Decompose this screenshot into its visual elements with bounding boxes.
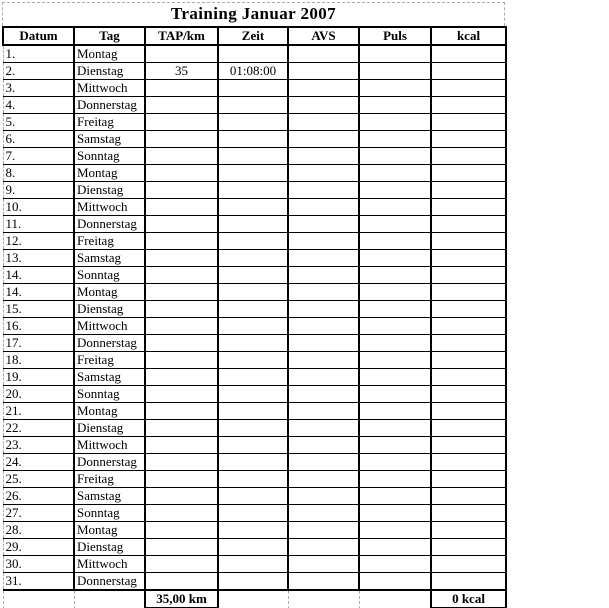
cell-kcal	[431, 471, 506, 488]
cell-tag: Samstag	[74, 131, 145, 148]
cell-tap-km	[145, 403, 218, 420]
cell-zeit	[218, 131, 288, 148]
cell-zeit	[218, 301, 288, 318]
cell-zeit	[218, 97, 288, 114]
cell-zeit	[218, 386, 288, 403]
cell-zeit	[218, 318, 288, 335]
cell-datum: 26.	[3, 488, 74, 505]
cell-puls	[359, 199, 431, 216]
cell-datum: 11.	[3, 216, 74, 233]
footer-cell-avs	[288, 590, 359, 608]
cell-datum: 10.	[3, 199, 74, 216]
cell-tap-km	[145, 182, 218, 199]
cell-puls	[359, 182, 431, 199]
table-row	[3, 301, 506, 318]
cell-zeit	[218, 573, 288, 591]
table-row	[3, 284, 506, 301]
cell-datum: 2.	[3, 63, 74, 80]
cell-puls	[359, 80, 431, 97]
cell-tag: Montag	[74, 522, 145, 539]
cell-avs	[288, 318, 359, 335]
table-row	[3, 539, 506, 556]
cell-tag: Donnerstag	[74, 573, 145, 591]
cell-zeit	[218, 403, 288, 420]
cell-tag: Montag	[74, 165, 145, 182]
cell-datum: 31.	[3, 573, 74, 591]
cell-tag: Mittwoch	[74, 437, 145, 454]
cell-datum: 28.	[3, 522, 74, 539]
cell-tag: Freitag	[74, 114, 145, 131]
cell-zeit: 01:08:00	[218, 63, 288, 80]
cell-tap-km	[145, 318, 218, 335]
cell-datum: 23.	[3, 437, 74, 454]
cell-puls	[359, 63, 431, 80]
cell-zeit	[218, 437, 288, 454]
cell-avs	[288, 97, 359, 114]
cell-kcal	[431, 454, 506, 471]
cell-tap-km	[145, 250, 218, 267]
cell-avs	[288, 114, 359, 131]
table-row	[3, 318, 506, 335]
cell-zeit	[218, 522, 288, 539]
cell-puls	[359, 165, 431, 182]
cell-zeit	[218, 556, 288, 573]
cell-tag: Samstag	[74, 369, 145, 386]
table-row	[3, 63, 506, 80]
cell-tap-km	[145, 420, 218, 437]
cell-kcal	[431, 284, 506, 301]
cell-tag: Mittwoch	[74, 556, 145, 573]
cell-puls	[359, 539, 431, 556]
cell-avs	[288, 182, 359, 199]
cell-puls	[359, 233, 431, 250]
table-row	[3, 488, 506, 505]
table-row	[3, 45, 506, 63]
cell-kcal	[431, 199, 506, 216]
cell-tag: Sonntag	[74, 267, 145, 284]
cell-kcal	[431, 182, 506, 199]
cell-avs	[288, 437, 359, 454]
cell-tag: Sonntag	[74, 505, 145, 522]
table-row	[3, 556, 506, 573]
cell-kcal	[431, 420, 506, 437]
cell-puls	[359, 250, 431, 267]
cell-tag: Samstag	[74, 488, 145, 505]
cell-datum: 6.	[3, 131, 74, 148]
cell-puls	[359, 573, 431, 591]
cell-avs	[288, 403, 359, 420]
cell-tag: Dienstag	[74, 539, 145, 556]
table-row	[3, 352, 506, 369]
cell-datum: 8.	[3, 165, 74, 182]
cell-avs	[288, 216, 359, 233]
cell-zeit	[218, 335, 288, 352]
cell-tap-km	[145, 216, 218, 233]
cell-kcal	[431, 403, 506, 420]
cell-tap-km	[145, 199, 218, 216]
cell-datum: 3.	[3, 80, 74, 97]
table-row	[3, 182, 506, 199]
cell-tag: Sonntag	[74, 386, 145, 403]
cell-zeit	[218, 488, 288, 505]
cell-tap-km	[145, 165, 218, 182]
cell-tag: Montag	[74, 45, 145, 63]
cell-datum: 5.	[3, 114, 74, 131]
cell-kcal	[431, 148, 506, 165]
cell-datum: 27.	[3, 505, 74, 522]
cell-datum: 13.	[3, 250, 74, 267]
table-row	[3, 114, 506, 131]
table-row	[3, 165, 506, 182]
cell-puls	[359, 420, 431, 437]
cell-zeit	[218, 352, 288, 369]
cell-puls	[359, 114, 431, 131]
cell-zeit	[218, 284, 288, 301]
cell-datum: 21.	[3, 403, 74, 420]
cell-tap-km	[145, 233, 218, 250]
cell-zeit	[218, 505, 288, 522]
cell-zeit	[218, 182, 288, 199]
cell-avs	[288, 80, 359, 97]
cell-avs	[288, 301, 359, 318]
cell-tap-km	[145, 352, 218, 369]
cell-puls	[359, 216, 431, 233]
cell-puls	[359, 267, 431, 284]
table-row	[3, 267, 506, 284]
cell-tap-km	[145, 267, 218, 284]
cell-tag: Mittwoch	[74, 199, 145, 216]
cell-datum: 4.	[3, 97, 74, 114]
table-row	[3, 148, 506, 165]
cell-puls	[359, 386, 431, 403]
cell-tag: Sonntag	[74, 148, 145, 165]
cell-kcal	[431, 488, 506, 505]
footer-row	[3, 590, 506, 608]
table-row	[3, 216, 506, 233]
cell-tap-km	[145, 573, 218, 591]
cell-tap-km	[145, 386, 218, 403]
cell-puls	[359, 369, 431, 386]
table-row	[3, 233, 506, 250]
cell-tag: Donnerstag	[74, 335, 145, 352]
cell-avs	[288, 454, 359, 471]
cell-puls	[359, 301, 431, 318]
cell-tap-km	[145, 97, 218, 114]
cell-datum: 14.	[3, 267, 74, 284]
cell-puls	[359, 556, 431, 573]
cell-avs	[288, 199, 359, 216]
cell-kcal	[431, 233, 506, 250]
cell-avs	[288, 233, 359, 250]
cell-tag: Freitag	[74, 233, 145, 250]
table-row	[3, 369, 506, 386]
cell-kcal	[431, 352, 506, 369]
cell-datum: 12.	[3, 233, 74, 250]
cell-tap-km	[145, 471, 218, 488]
cell-puls	[359, 284, 431, 301]
cell-avs	[288, 420, 359, 437]
cell-zeit	[218, 165, 288, 182]
footer-distance-total: 35,00 km	[145, 590, 218, 608]
cell-tap-km: 35	[145, 63, 218, 80]
cell-kcal	[431, 165, 506, 182]
cell-puls	[359, 488, 431, 505]
column-header-puls: Puls	[359, 27, 431, 45]
cell-zeit	[218, 454, 288, 471]
cell-datum: 30.	[3, 556, 74, 573]
cell-puls	[359, 437, 431, 454]
cell-avs	[288, 539, 359, 556]
cell-tap-km	[145, 369, 218, 386]
cell-zeit	[218, 199, 288, 216]
cell-puls	[359, 318, 431, 335]
cell-tag: Dienstag	[74, 63, 145, 80]
cell-tag: Dienstag	[74, 420, 145, 437]
cell-datum: 16.	[3, 318, 74, 335]
cell-avs	[288, 471, 359, 488]
cell-zeit	[218, 45, 288, 63]
cell-puls	[359, 131, 431, 148]
cell-kcal	[431, 267, 506, 284]
cell-tap-km	[145, 505, 218, 522]
page-title: Training Januar 2007	[2, 2, 505, 26]
column-header-avs: AVS	[288, 27, 359, 45]
cell-tag: Montag	[74, 284, 145, 301]
cell-datum: 25.	[3, 471, 74, 488]
table-row	[3, 454, 506, 471]
cell-avs	[288, 556, 359, 573]
cell-kcal	[431, 131, 506, 148]
cell-zeit	[218, 114, 288, 131]
cell-tap-km	[145, 539, 218, 556]
cell-puls	[359, 335, 431, 352]
cell-zeit	[218, 148, 288, 165]
column-header-tag: Tag	[74, 27, 145, 45]
cell-kcal	[431, 216, 506, 233]
cell-avs	[288, 45, 359, 63]
cell-tap-km	[145, 301, 218, 318]
cell-tap-km	[145, 45, 218, 63]
table-row	[3, 420, 506, 437]
cell-tap-km	[145, 335, 218, 352]
cell-zeit	[218, 216, 288, 233]
cell-avs	[288, 369, 359, 386]
cell-avs	[288, 335, 359, 352]
column-header-tap-km: TAP/km	[145, 27, 218, 45]
cell-puls	[359, 148, 431, 165]
cell-zeit	[218, 420, 288, 437]
cell-kcal	[431, 539, 506, 556]
cell-tag: Dienstag	[74, 182, 145, 199]
cell-avs	[288, 573, 359, 591]
header-row	[3, 27, 506, 45]
cell-avs	[288, 522, 359, 539]
cell-kcal	[431, 556, 506, 573]
cell-zeit	[218, 471, 288, 488]
cell-kcal	[431, 80, 506, 97]
cell-tag: Donnerstag	[74, 454, 145, 471]
column-header-zeit: Zeit	[218, 27, 288, 45]
table-row	[3, 505, 506, 522]
cell-tap-km	[145, 454, 218, 471]
cell-tap-km	[145, 114, 218, 131]
cell-kcal	[431, 318, 506, 335]
cell-tag: Montag	[74, 403, 145, 420]
cell-tap-km	[145, 80, 218, 97]
footer-cell-zeit	[218, 590, 288, 608]
cell-kcal	[431, 114, 506, 131]
training-sheet	[2, 2, 505, 608]
cell-tap-km	[145, 437, 218, 454]
cell-tag: Dienstag	[74, 301, 145, 318]
cell-avs	[288, 284, 359, 301]
cell-avs	[288, 165, 359, 182]
cell-puls	[359, 45, 431, 63]
cell-tap-km	[145, 488, 218, 505]
cell-tap-km	[145, 131, 218, 148]
cell-datum: 14.	[3, 284, 74, 301]
cell-avs	[288, 352, 359, 369]
cell-zeit	[218, 539, 288, 556]
cell-datum: 20.	[3, 386, 74, 403]
cell-puls	[359, 352, 431, 369]
cell-zeit	[218, 267, 288, 284]
cell-datum: 15.	[3, 301, 74, 318]
cell-avs	[288, 488, 359, 505]
cell-tag: Freitag	[74, 352, 145, 369]
table-row	[3, 199, 506, 216]
cell-avs	[288, 505, 359, 522]
cell-datum: 1.	[3, 45, 74, 63]
table-row	[3, 131, 506, 148]
cell-tap-km	[145, 284, 218, 301]
cell-zeit	[218, 250, 288, 267]
table-body	[3, 45, 506, 590]
footer-cell-puls	[359, 590, 431, 608]
cell-datum: 19.	[3, 369, 74, 386]
cell-tag: Freitag	[74, 471, 145, 488]
cell-zeit	[218, 369, 288, 386]
cell-avs	[288, 386, 359, 403]
cell-puls	[359, 403, 431, 420]
column-header-datum: Datum	[3, 27, 74, 45]
table-row	[3, 250, 506, 267]
cell-tag: Donnerstag	[74, 97, 145, 114]
cell-tap-km	[145, 556, 218, 573]
cell-puls	[359, 505, 431, 522]
cell-kcal	[431, 301, 506, 318]
cell-tap-km	[145, 148, 218, 165]
cell-kcal	[431, 522, 506, 539]
cell-kcal	[431, 45, 506, 63]
cell-tap-km	[145, 522, 218, 539]
cell-kcal	[431, 386, 506, 403]
cell-kcal	[431, 437, 506, 454]
cell-kcal	[431, 335, 506, 352]
table-row	[3, 80, 506, 97]
footer-cell-tag	[74, 590, 145, 608]
cell-puls	[359, 97, 431, 114]
cell-kcal	[431, 63, 506, 80]
table-row	[3, 403, 506, 420]
cell-tag: Mittwoch	[74, 80, 145, 97]
footer-cell-datum	[3, 590, 74, 608]
cell-datum: 18.	[3, 352, 74, 369]
cell-puls	[359, 522, 431, 539]
cell-kcal	[431, 505, 506, 522]
training-table	[2, 26, 507, 608]
cell-kcal	[431, 369, 506, 386]
cell-puls	[359, 454, 431, 471]
cell-avs	[288, 267, 359, 284]
cell-datum: 24.	[3, 454, 74, 471]
cell-datum: 29.	[3, 539, 74, 556]
table-row	[3, 97, 506, 114]
cell-avs	[288, 250, 359, 267]
cell-kcal	[431, 573, 506, 591]
column-header-kcal: kcal	[431, 27, 506, 45]
table-row	[3, 471, 506, 488]
table-row	[3, 335, 506, 352]
cell-zeit	[218, 233, 288, 250]
table-row	[3, 522, 506, 539]
cell-kcal	[431, 250, 506, 267]
cell-tag: Donnerstag	[74, 216, 145, 233]
cell-kcal	[431, 97, 506, 114]
cell-avs	[288, 63, 359, 80]
cell-datum: 7.	[3, 148, 74, 165]
cell-datum: 9.	[3, 182, 74, 199]
cell-datum: 22.	[3, 420, 74, 437]
footer-kcal-total: 0 kcal	[431, 590, 506, 608]
cell-tag: Mittwoch	[74, 318, 145, 335]
cell-avs	[288, 131, 359, 148]
table-row	[3, 386, 506, 403]
table-row	[3, 573, 506, 591]
cell-zeit	[218, 80, 288, 97]
table-row	[3, 437, 506, 454]
cell-puls	[359, 471, 431, 488]
cell-tag: Samstag	[74, 250, 145, 267]
cell-datum: 17.	[3, 335, 74, 352]
cell-avs	[288, 148, 359, 165]
